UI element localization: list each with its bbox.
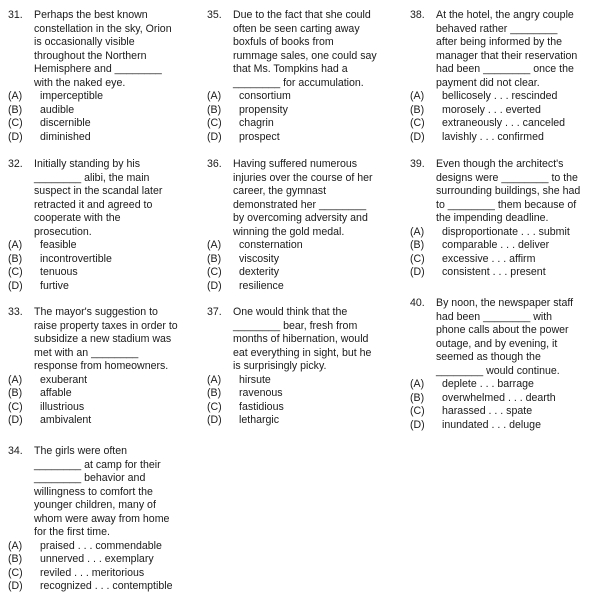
choice-letter: (C) [410,405,425,417]
choice-text: lethargic [239,414,280,426]
answer-choice-c[interactable] [410,405,588,419]
answer-choice-b[interactable] [8,387,186,401]
choice-letter: (A) [410,90,425,102]
answer-choice-a[interactable] [207,90,385,104]
choice-letter: (A) [8,239,23,251]
answer-choice-c[interactable] [8,117,186,131]
choice-text: imperceptible [40,90,104,102]
choice-text: illustrious [40,400,85,413]
answer-choice-b[interactable] [410,239,588,253]
question-number: 37. [207,306,222,318]
choice-letter: (D) [410,130,425,143]
question-number: 39. [410,158,425,170]
choice-letter: (D) [207,279,222,292]
answer-choices [8,239,186,293]
answer-choice-a[interactable] [8,239,186,253]
choice-text: harassed . . . spate [442,405,533,417]
question-40 [410,297,588,432]
choice-text: consortium [239,90,291,102]
choice-text: incontrovertible [40,252,112,265]
choice-letter: (C) [8,400,23,413]
answer-choice-c[interactable] [410,253,588,267]
answer-choice-b[interactable] [410,104,588,118]
answer-choice-d[interactable] [207,280,385,294]
answer-choices [207,90,385,144]
choice-letter: (B) [410,239,425,251]
answer-choices [207,239,385,293]
choice-letter: (C) [8,566,23,579]
answer-choice-c[interactable] [8,401,186,415]
choice-text: ambivalent [40,414,92,426]
answer-choice-d[interactable] [207,414,385,428]
question-36 [207,158,385,293]
choice-letter: (B) [207,103,222,116]
choice-text: furtive [40,279,69,292]
question-number: 35. [207,9,222,21]
choice-letter: (C) [207,117,222,129]
question-stem [207,158,385,239]
question-text: At the hotel, the angry couple behaved rather ________ after being informed by the manager that their reservation had been ________ once the payment did not clear. [436,9,578,89]
choice-text: deplete . . . barrage [442,378,534,390]
choice-text: tenuous [40,266,78,278]
answer-choice-a[interactable] [8,540,186,554]
choice-text: inundated . . . deluge [442,418,541,431]
choice-letter: (D) [207,130,222,143]
answer-choice-d[interactable] [8,414,186,428]
choice-letter: (C) [8,266,23,278]
choice-text: excessive . . . affirm [442,252,536,265]
choice-letter: (B) [207,252,222,265]
question-number: 32. [8,158,23,170]
answer-choice-c[interactable] [8,567,186,581]
question-33 [8,306,186,428]
choice-letter: (B) [8,387,23,399]
question-text: The girls were often ________ at camp for their ________ behavior and willingness to comfort the younger children, many of whom were away from home for the first time. [34,445,170,538]
choice-letter: (B) [410,391,425,404]
choice-letter: (A) [207,90,222,102]
choice-letter: (C) [207,266,222,278]
choice-letter: (D) [410,266,425,278]
choice-text: lavishly . . . confirmed [442,130,544,143]
answer-choices [8,540,186,594]
question-number: 38. [410,9,425,21]
question-stem [410,9,588,90]
choice-letter: (D) [8,414,23,426]
answer-choice-d[interactable] [8,131,186,145]
choice-letter: (D) [207,414,222,426]
choice-letter: (A) [207,239,222,251]
answer-choice-b[interactable] [207,104,385,118]
choice-letter: (D) [8,279,23,292]
choice-letter: (A) [8,539,23,552]
choice-text: discernible [40,117,91,129]
choice-letter: (A) [410,225,425,238]
choice-letter: (D) [8,580,23,592]
choice-text: viscosity [239,252,280,265]
question-text: Even though the architect's designs were ________ to the surrounding buildings, she had to ________ them because of the impending deadline. [436,158,581,224]
choice-text: unnerved . . . exemplary [40,553,154,565]
answer-choice-c[interactable] [207,266,385,280]
question-number: 33. [8,306,23,318]
choice-text: affable [40,387,72,399]
choice-text: resilience [239,279,284,292]
answer-choices [8,374,186,428]
question-text: Perhaps the best known constellation in the sky, Orion is occasionally visible throughout the Northern Hemisphere and ________ with the naked eye. [34,9,172,89]
choice-letter: (D) [410,418,425,431]
answer-choice-a[interactable] [410,90,588,104]
answer-choice-b[interactable] [8,253,186,267]
answer-choice-c[interactable] [410,117,588,131]
answer-choices [8,90,186,144]
answer-choice-a[interactable] [410,226,588,240]
question-number: 36. [207,158,222,170]
choice-letter: (C) [207,400,222,413]
question-stem [8,445,186,540]
choice-letter: (B) [8,553,23,565]
choice-text: diminished [40,130,91,143]
choice-text: chagrin [239,117,274,129]
answer-choice-a[interactable] [207,374,385,388]
choice-text: feasible [40,239,77,251]
answer-choice-d[interactable] [410,266,588,280]
choice-text: hirsute [239,373,271,386]
choice-letter: (C) [8,117,23,129]
question-stem [207,9,385,90]
answer-choice-a[interactable] [207,239,385,253]
question-37 [207,306,385,428]
choice-text: consistent . . . present [442,266,546,278]
question-stem [8,158,186,239]
answer-choice-c[interactable] [207,117,385,131]
answer-choice-b[interactable] [207,253,385,267]
choice-letter: (C) [410,252,425,265]
choice-text: recognized . . . contemptible [40,580,173,592]
answer-choices [410,378,588,432]
question-stem [8,9,186,90]
question-39 [410,158,588,280]
answer-choice-c[interactable] [8,266,186,280]
question-35 [207,9,385,144]
answer-choices [410,90,588,144]
choice-text: comparable . . . deliver [442,239,550,251]
question-text: The mayor's suggestion to raise property taxes in order to subsidize a new stadium was met with an ________ response from homeowners. [34,306,178,372]
question-31 [8,9,186,144]
question-text: Having suffered numerous injuries over the course of her career, the gymnast demonstrated her ________ by overcoming adversity and winning the gold medal. [233,158,373,238]
answer-choice-a[interactable] [410,378,588,392]
question-stem [410,297,588,378]
choice-text: fastidious [239,400,284,413]
choice-text: dexterity [239,266,280,278]
choice-text: prospect [239,130,280,143]
answer-choice-b[interactable] [8,553,186,567]
choice-letter: (B) [410,103,425,116]
question-text: Due to the fact that she could often be seen carting away boxfuls of books from rummage sales, one could say that Ms. Tompkins had a ________ for accumulation. [233,9,377,89]
answer-choice-d[interactable] [410,131,588,145]
choice-text: exuberant [40,373,88,386]
choice-letter: (A) [8,373,23,386]
choice-letter: (B) [8,252,23,265]
answer-choice-d[interactable] [410,419,588,433]
question-number: 31. [8,9,23,21]
choice-text: consternation [239,239,303,251]
choice-letter: (A) [410,378,425,390]
question-text: One would think that the ________ bear, fresh from months of hibernation, would eat everything in sight, but he is surprisingly picky. [233,306,372,372]
answer-choice-a[interactable] [8,90,186,104]
choice-text: audible [40,103,75,116]
choice-letter: (B) [207,387,222,399]
answer-choices [207,374,385,428]
choice-text: propensity [239,103,288,116]
question-38 [410,9,588,144]
question-stem [207,306,385,374]
answer-choice-d[interactable] [8,580,186,594]
answer-choices [410,226,588,280]
question-stem [8,306,186,374]
choice-text: overwhelmed . . . dearth [442,391,556,404]
question-34 [8,445,186,594]
question-text: By noon, the newspaper staff had been ________ with phone calls about the power outage, and by evening, it seemed as though the ________ would continue. [436,297,574,377]
question-number: 40. [410,297,425,309]
answer-choice-d[interactable] [207,131,385,145]
choice-text: morosely . . . everted [442,103,541,116]
choice-letter: (A) [8,90,23,102]
choice-text: bellicosely . . . rescinded [442,90,558,102]
question-text: Initially standing by his ________ alibi, the main suspect in the scandal later retracted it and agreed to cooperate with the prosecution. [34,158,163,238]
choice-text: ravenous [239,387,283,399]
choice-text: extraneously . . . canceled [442,117,566,129]
choice-text: praised . . . commendable [40,539,162,552]
answer-choice-b[interactable] [207,387,385,401]
choice-letter: (D) [8,130,23,143]
answer-choice-c[interactable] [207,401,385,415]
choice-letter: (A) [207,373,222,386]
answer-choice-a[interactable] [8,374,186,388]
choice-letter: (C) [410,117,425,129]
question-number: 34. [8,445,23,457]
choice-text: disproportionate . . . submit [442,225,570,238]
choice-text: reviled . . . meritorious [40,566,145,579]
choice-letter: (B) [8,103,23,116]
answer-choice-d[interactable] [8,280,186,294]
question-32 [8,158,186,293]
answer-choice-b[interactable] [8,104,186,118]
answer-choice-b[interactable] [410,392,588,406]
question-stem [410,158,588,226]
